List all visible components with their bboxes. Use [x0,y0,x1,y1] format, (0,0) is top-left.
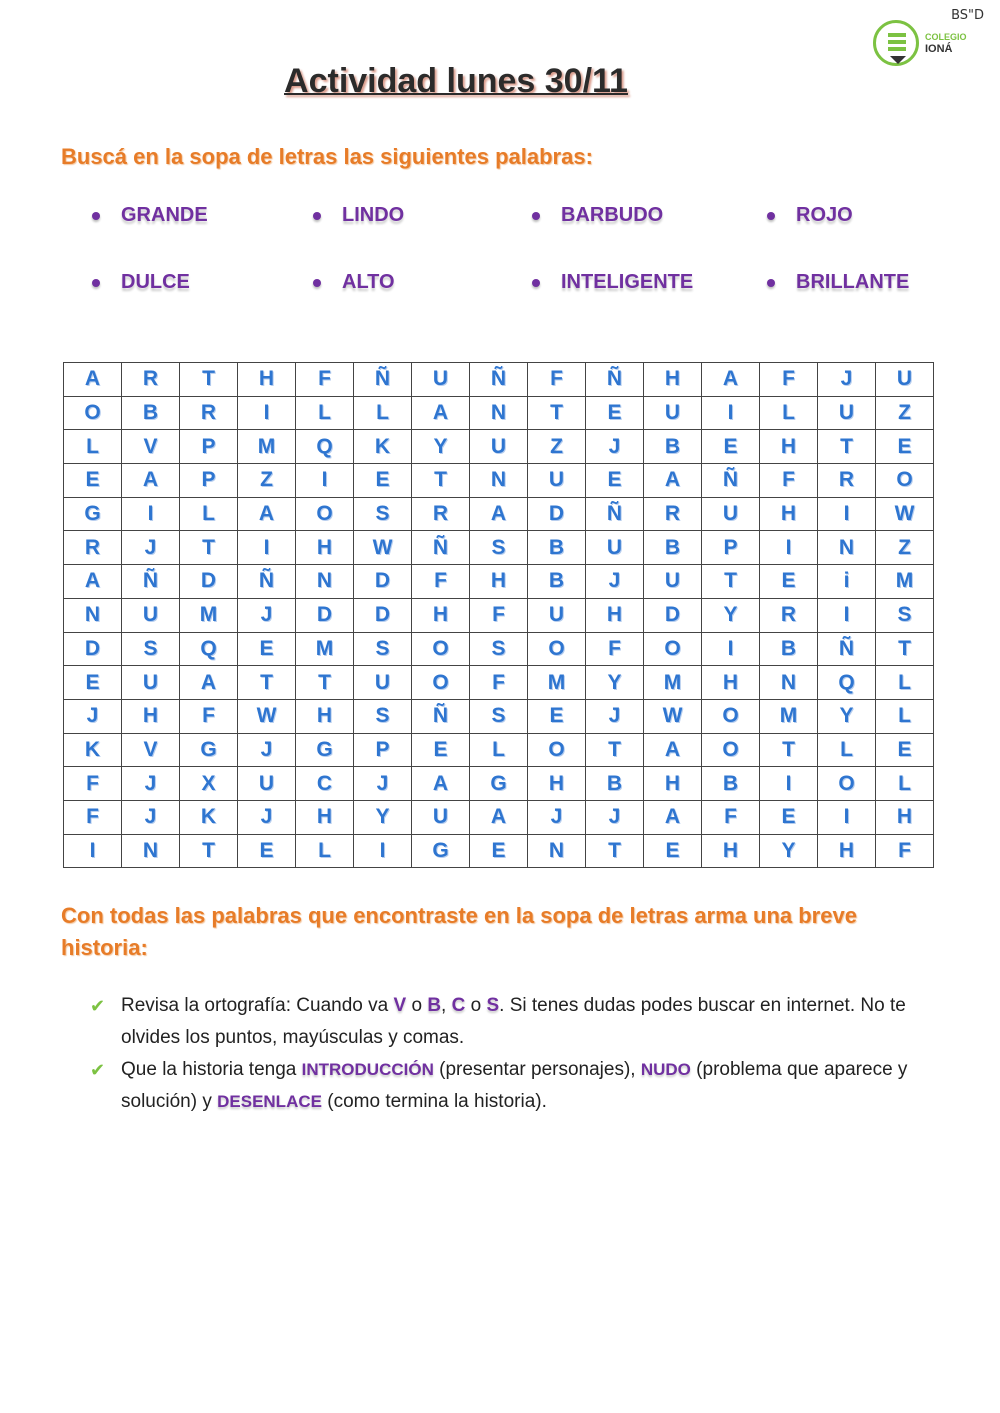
grid-cell: P [180,430,238,464]
grid-cell: H [470,565,528,599]
grid-row [64,396,934,430]
grid-cell: O [818,767,876,801]
grid-cell: U [702,497,760,531]
bullet-icon [532,212,540,220]
grid-cell: I [818,598,876,632]
grid-cell: N [528,834,586,868]
word-item [313,271,395,294]
grid-cell: F [760,363,818,397]
grid-cell: K [64,733,122,767]
grid-cell: F [470,598,528,632]
grid-cell: J [818,363,876,397]
grid-cell: U [122,666,180,700]
grid-cell: Ñ [412,531,470,565]
bullet-icon [92,279,100,287]
grid-cell: E [470,834,528,868]
grid-cell: D [296,598,354,632]
grid-cell: T [586,834,644,868]
highlight-introduccion: INTRODUCCIÓN [301,1060,434,1079]
grid-cell: A [238,497,296,531]
grid-cell: J [238,733,296,767]
grid-cell: U [528,598,586,632]
highlight-b: B [427,995,442,1016]
grid-row [64,598,934,632]
grid-cell: O [412,632,470,666]
grid-cell: Y [586,666,644,700]
logo-line2: IONÁ [925,43,953,55]
word-item [92,271,190,294]
word-item [532,271,693,294]
grid-cell: B [760,632,818,666]
grid-row [64,464,934,498]
word-label: BARBUDO [561,204,664,226]
grid-cell: F [180,699,238,733]
grid-cell: F [64,800,122,834]
grid-cell: Y [760,834,818,868]
checkmark-icon: ✔ [90,996,106,1016]
grid-cell: M [528,666,586,700]
grid-cell: I [296,464,354,498]
grid-row [64,666,934,700]
grid-cell: O [876,464,934,498]
grid-cell: E [876,430,934,464]
grid-cell: E [876,733,934,767]
grid-cell: S [354,632,412,666]
grid-cell: U [818,396,876,430]
grid-cell: U [586,531,644,565]
grid-row [64,363,934,397]
grid-cell: L [760,396,818,430]
word-label: GRANDE [121,204,208,226]
word-search-grid [63,362,934,868]
grid-cell: R [180,396,238,430]
word-item [313,204,404,227]
grid-cell: L [296,396,354,430]
grid-cell: A [64,363,122,397]
grid-row [64,430,934,464]
grid-cell: S [470,632,528,666]
grid-cell: H [238,363,296,397]
grid-row [64,531,934,565]
grid-cell: F [470,666,528,700]
grid-cell: T [180,531,238,565]
logo-line1: COLEGIO [925,32,967,42]
grid-cell: Z [876,531,934,565]
grid-cell: J [586,430,644,464]
grid-cell: D [180,565,238,599]
grid-cell: H [644,363,702,397]
grid-cell: U [470,430,528,464]
grid-cell: A [180,666,238,700]
grid-cell: H [296,531,354,565]
grid-cell: A [412,396,470,430]
grid-cell: E [412,733,470,767]
grid-cell: A [122,464,180,498]
grid-cell: Y [818,699,876,733]
instruction-story: Con todas las palabras que encontraste en la sopa de letras arma una breve historia: [61,903,857,960]
tips-list [90,990,950,1118]
grid-cell: A [644,800,702,834]
grid-cell: U [644,396,702,430]
grid-cell: W [876,497,934,531]
grid-cell: N [470,396,528,430]
grid-cell: B [702,767,760,801]
grid-cell: H [702,834,760,868]
word-label: INTELIGENTE [561,271,694,293]
grid-cell: T [760,733,818,767]
grid-cell: N [64,598,122,632]
grid-cell: Y [412,430,470,464]
grid-cell: U [412,363,470,397]
grid-cell: H [586,598,644,632]
grid-cell: E [760,565,818,599]
grid-cell: I [122,497,180,531]
grid-cell: Ñ [354,363,412,397]
grid-cell: X [180,767,238,801]
grid-cell: A [702,363,760,397]
school-logo [873,20,967,66]
grid-cell: B [528,531,586,565]
grid-cell: V [122,430,180,464]
grid-cell: E [64,464,122,498]
grid-cell: L [876,666,934,700]
grid-cell: Z [876,396,934,430]
grid-row [64,800,934,834]
grid-cell: I [702,396,760,430]
grid-cell: V [122,733,180,767]
grid-cell: E [238,834,296,868]
grid-cell: F [876,834,934,868]
word-label: BRILLANTE [796,271,910,293]
grid-cell: R [818,464,876,498]
grid-cell: U [122,598,180,632]
grid-cell: F [64,767,122,801]
grid-cell: H [122,699,180,733]
grid-cell: A [644,464,702,498]
grid-cell: Q [180,632,238,666]
grid-cell: S [122,632,180,666]
grid-cell: E [64,666,122,700]
grid-cell: J [354,767,412,801]
grid-cell: T [818,430,876,464]
grid-cell: Q [818,666,876,700]
bullet-icon [92,212,100,220]
grid-cell: N [296,565,354,599]
grid-cell: R [760,598,818,632]
grid-cell: G [296,733,354,767]
grid-cell: i [818,565,876,599]
grid-cell: J [122,531,180,565]
grid-cell: E [586,396,644,430]
grid-cell: J [586,800,644,834]
grid-cell: T [296,666,354,700]
grid-cell: T [238,666,296,700]
grid-cell: I [702,632,760,666]
grid-cell: D [64,632,122,666]
highlight-s: S [486,995,500,1016]
grid-cell: O [412,666,470,700]
grid-cell: E [702,430,760,464]
word-label: ALTO [342,271,395,293]
grid-cell: S [354,497,412,531]
grid-cell: J [122,767,180,801]
grid-cell: U [354,666,412,700]
grid-cell: E [644,834,702,868]
grid-cell: M [644,666,702,700]
grid-cell: H [818,834,876,868]
grid-cell: L [876,767,934,801]
highlight-nudo: NUDO [640,1060,691,1079]
word-item [92,204,208,227]
word-label: LINDO [342,204,405,226]
grid-cell: F [412,565,470,599]
grid-cell: Y [354,800,412,834]
grid-cell: A [64,565,122,599]
grid-cell: D [354,598,412,632]
grid-cell: Ñ [586,363,644,397]
grid-cell: T [586,733,644,767]
grid-cell: H [296,699,354,733]
grid-cell: J [586,699,644,733]
grid-cell: D [528,497,586,531]
grid-cell: J [122,800,180,834]
grid-cell: I [818,800,876,834]
grid-cell: I [818,497,876,531]
grid-cell: M [760,699,818,733]
grid-cell: O [702,733,760,767]
grid-cell: T [180,834,238,868]
grid-cell: L [296,834,354,868]
grid-cell: U [644,565,702,599]
grid-cell: T [528,396,586,430]
grid-cell: B [528,565,586,599]
bullet-icon [532,279,540,287]
grid-cell: F [702,800,760,834]
grid-cell: H [528,767,586,801]
grid-row [64,565,934,599]
grid-cell: G [64,497,122,531]
grid-cell: P [180,464,238,498]
grid-cell: U [412,800,470,834]
grid-cell: Y [702,598,760,632]
grid-cell: Ñ [470,363,528,397]
grid-cell: J [64,699,122,733]
grid-cell: S [470,531,528,565]
grid-cell: U [528,464,586,498]
grid-cell: O [702,699,760,733]
grid-cell: I [760,767,818,801]
grid-cell: D [354,565,412,599]
grid-cell: S [470,699,528,733]
word-item [532,204,663,227]
page-title: Actividad lunes 30/11 [284,62,628,100]
grid-cell: H [644,767,702,801]
grid-cell: S [354,699,412,733]
grid-cell: E [238,632,296,666]
grid-cell: W [644,699,702,733]
grid-cell: P [702,531,760,565]
grid-cell: P [354,733,412,767]
grid-row [64,767,934,801]
grid-cell: N [760,666,818,700]
grid-cell: H [760,430,818,464]
highlight-v: V [393,995,407,1016]
grid-cell: U [876,363,934,397]
grid-cell: Q [296,430,354,464]
grid-cell: T [876,632,934,666]
grid-cell: Ñ [586,497,644,531]
grid-row [64,497,934,531]
grid-cell: F [528,363,586,397]
grid-cell: B [122,396,180,430]
grid-cell: G [180,733,238,767]
bullet-icon [313,212,321,220]
grid-cell: G [470,767,528,801]
grid-cell: U [238,767,296,801]
grid-cell: O [64,396,122,430]
grid-cell: I [354,834,412,868]
logo-emblem-icon [873,20,919,66]
highlight-desenlace: DESENLACE [217,1092,322,1111]
grid-cell: B [644,430,702,464]
grid-cell: R [644,497,702,531]
grid-cell: S [876,598,934,632]
grid-cell: I [238,531,296,565]
grid-cell: M [238,430,296,464]
grid-cell: O [644,632,702,666]
grid-cell: F [586,632,644,666]
grid-cell: L [64,430,122,464]
grid-cell: I [238,396,296,430]
grid-cell: T [412,464,470,498]
grid-cell: A [470,800,528,834]
grid-cell: H [876,800,934,834]
grid-cell: T [702,565,760,599]
grid-cell: E [354,464,412,498]
grid-cell: F [760,464,818,498]
grid-cell: I [64,834,122,868]
grid-cell: L [876,699,934,733]
grid-cell: N [818,531,876,565]
grid-row [64,632,934,666]
grid-cell: Z [238,464,296,498]
grid-cell: T [180,363,238,397]
checkmark-icon: ✔ [90,1060,106,1080]
grid-cell: L [818,733,876,767]
grid-cell: R [412,497,470,531]
word-label: ROJO [796,204,853,226]
grid-cell: I [760,531,818,565]
grid-cell: Z [528,430,586,464]
grid-row [64,834,934,868]
word-item [767,271,909,294]
grid-cell: J [528,800,586,834]
grid-cell: E [760,800,818,834]
grid-cell: L [470,733,528,767]
tip-text: Que la historia tenga INTRODUCCIÓN (presentar personajes), NUDO (problema que aparece y solución) y DESENLACE (como termina la historia). [121,1059,908,1112]
grid-cell: Ñ [238,565,296,599]
grid-row [64,733,934,767]
grid-cell: W [238,699,296,733]
bullet-icon [767,212,775,220]
grid-cell: M [296,632,354,666]
bullet-icon [767,279,775,287]
grid-cell: Ñ [702,464,760,498]
grid-cell: B [586,767,644,801]
grid-cell: A [470,497,528,531]
tip-item [90,990,950,1054]
grid-cell: H [412,598,470,632]
tip-text: Revisa la ortografía: Cuando va V o B, C o S. Si tenes dudas podes buscar en internet. No te olvides los puntos, mayúsculas y comas. [121,995,906,1048]
grid-row [64,699,934,733]
grid-cell: M [180,598,238,632]
grid-cell: O [528,733,586,767]
grid-cell: J [238,800,296,834]
grid-cell: L [180,497,238,531]
grid-cell: J [586,565,644,599]
word-item [767,204,853,227]
grid-cell: K [354,430,412,464]
grid-cell: K [180,800,238,834]
grid-cell: A [644,733,702,767]
grid-cell: A [412,767,470,801]
grid-cell: H [702,666,760,700]
grid-cell: N [470,464,528,498]
grid-cell: J [238,598,296,632]
grid-cell: H [296,800,354,834]
grid-cell: H [760,497,818,531]
tip-item [90,1054,950,1118]
grid-cell: O [528,632,586,666]
grid-cell: C [296,767,354,801]
grid-cell: F [296,363,354,397]
grid-cell: D [644,598,702,632]
grid-cell: W [354,531,412,565]
grid-cell: R [122,363,180,397]
word-label: DULCE [121,271,190,293]
corner-code: BS"D [951,8,984,23]
bullet-icon [313,279,321,287]
grid-cell: E [528,699,586,733]
grid-cell: Ñ [818,632,876,666]
grid-cell: E [586,464,644,498]
grid-cell: B [644,531,702,565]
highlight-c: C [451,995,466,1016]
grid-cell: G [412,834,470,868]
grid-cell: N [122,834,180,868]
grid-cell: Ñ [122,565,180,599]
grid-cell: L [354,396,412,430]
grid-cell: O [296,497,354,531]
grid-cell: Ñ [412,699,470,733]
grid-cell: R [64,531,122,565]
grid-cell: M [876,565,934,599]
instruction-search: Buscá en la sopa de letras las siguientes palabras: [61,144,593,169]
